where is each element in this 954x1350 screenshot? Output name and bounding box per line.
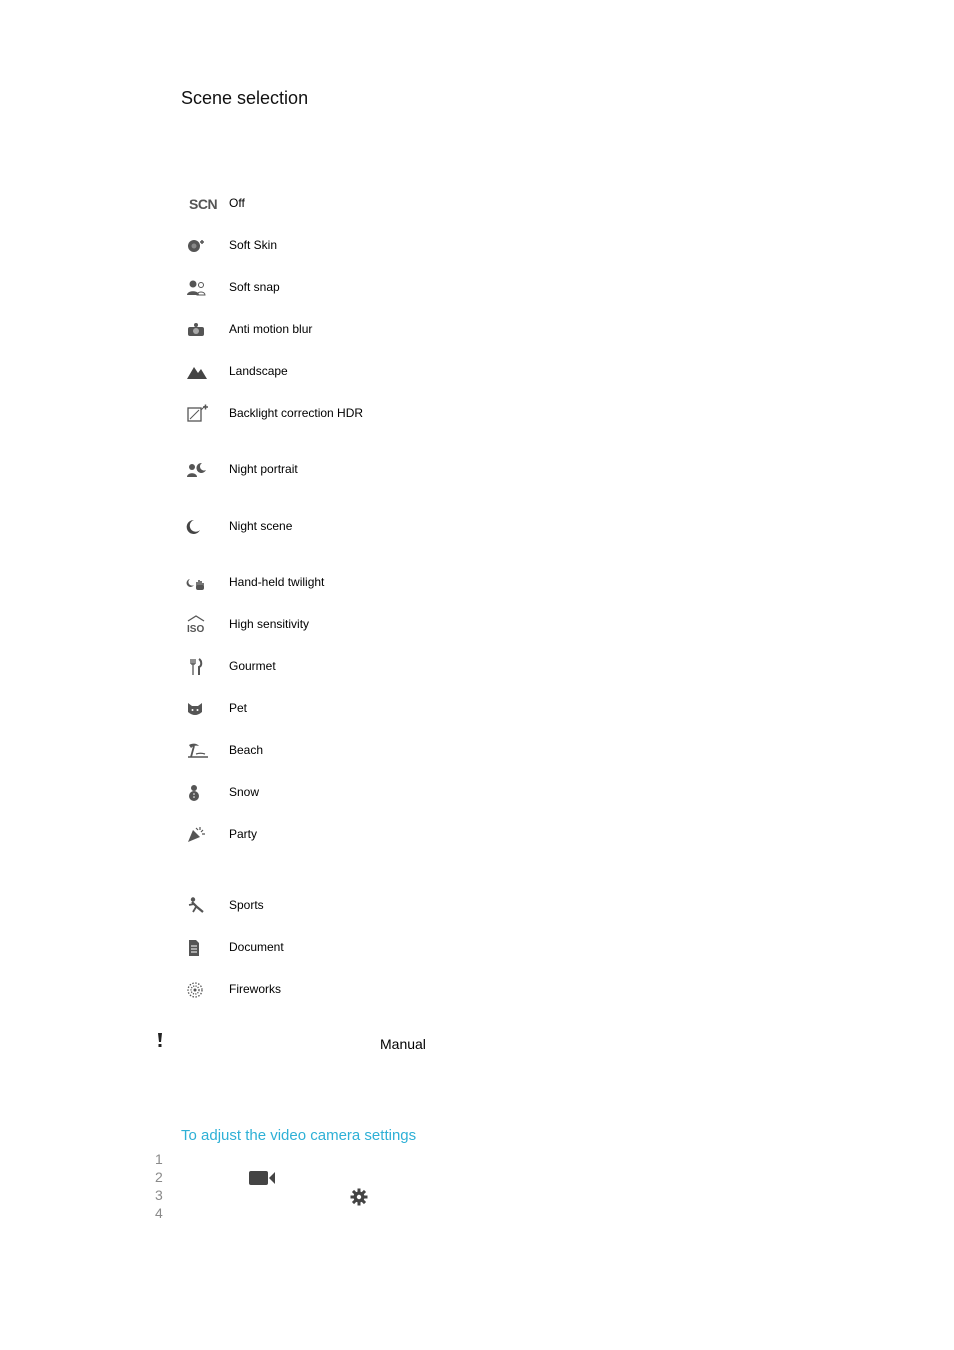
fireworks-icon [186,980,210,1002]
note-keyword-manual: Manual [380,1036,426,1052]
iso-icon-text: ISO [187,624,205,635]
party-icon [186,825,210,847]
scene-label: Gourmet [229,659,276,673]
step-number: 1 [155,1151,163,1167]
scene-label: Hand-held twilight [229,575,325,589]
video-settings-title: To adjust the video camera settings [181,1127,417,1144]
beach-icon [186,741,210,763]
backlight-hdr-icon [186,404,210,426]
hand-held-twilight-icon [186,573,210,595]
step-number: 4 [155,1205,163,1221]
scene-label: Snow [229,785,260,799]
soft-snap-icon [186,278,210,300]
scene-label: Off [229,196,245,210]
landscape-icon [186,362,210,384]
soft-skin-icon [186,236,210,258]
scene-label: Anti motion blur [229,322,313,336]
sports-icon [186,896,210,918]
scene-label: Soft Skin [229,238,278,252]
step-number: 3 [155,1187,163,1203]
scene-label: Sports [229,898,264,912]
scene-label: Backlight correction HDR [229,406,364,420]
document-icon [186,938,210,960]
video-camera-icon [248,1170,276,1191]
scene-label: Party [229,827,258,841]
snow-icon [186,783,210,805]
scene-label: Beach [229,743,264,757]
scene-label: Soft snap [229,280,280,294]
step-number: 2 [155,1169,163,1185]
night-scene-icon [186,517,210,539]
scn-icon-text: SCN [189,196,218,212]
anti-motion-blur-icon [186,320,210,342]
scene-label: Fireworks [229,982,282,996]
scn-icon [186,194,218,216]
section-title: Scene selection [181,88,309,108]
iso-icon [186,615,210,637]
scene-label: Night portrait [229,462,298,476]
exclamation-icon [155,1031,165,1049]
scene-label: Document [229,940,284,954]
pet-icon [186,699,210,721]
scene-label: Landscape [229,364,288,378]
night-portrait-icon [186,460,210,482]
gear-icon [350,1188,368,1211]
scene-label: Pet [229,701,248,715]
gourmet-icon [186,657,210,679]
scene-label: Night scene [229,519,293,533]
scene-label: High sensitivity [229,617,310,631]
